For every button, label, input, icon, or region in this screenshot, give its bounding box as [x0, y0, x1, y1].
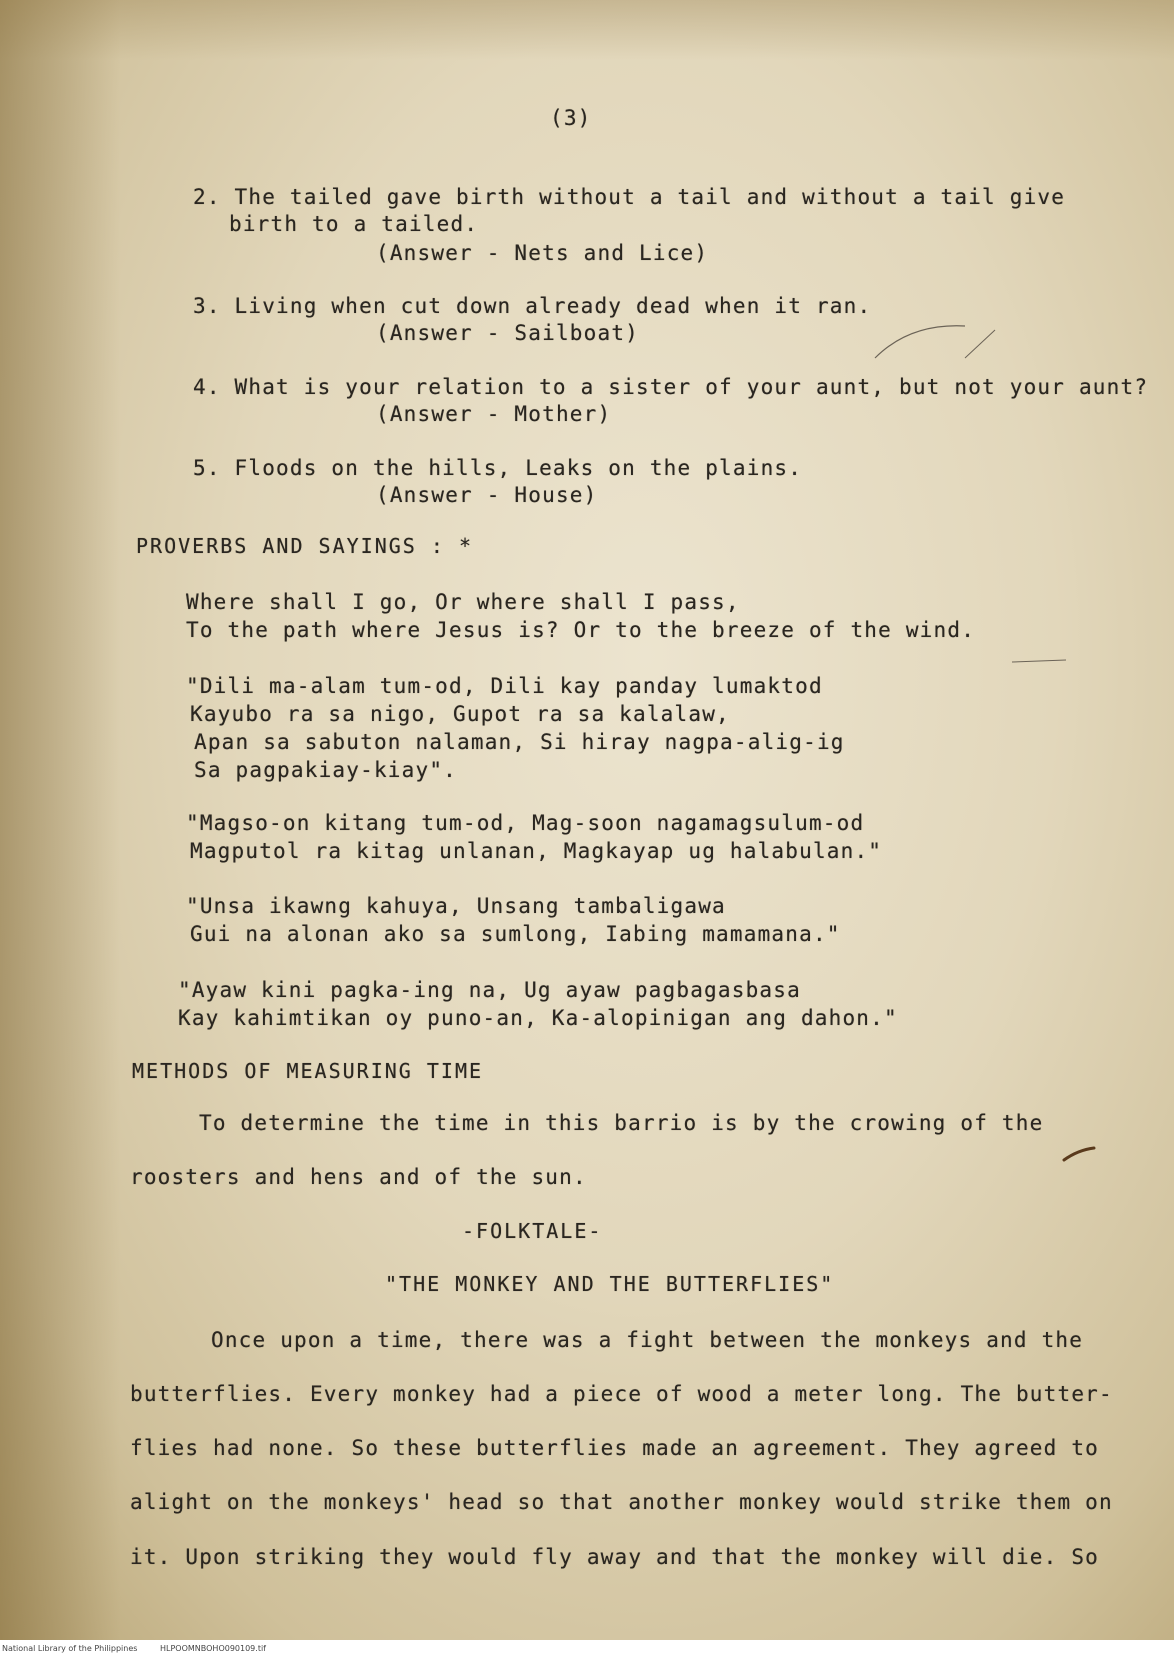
- proverb-2-line-1: "Dili ma-alam tum-od, Dili kay panday lumaktod: [186, 674, 823, 698]
- proverb-5-line-1: "Ayaw kini pagka-ing na, Ug ayaw pagbagasbasa: [178, 978, 801, 1002]
- proverb-3-line-2: Magputol ra kitag unlanan, Magkayap ug halabulan.": [190, 839, 883, 863]
- riddle-2-line-1: 2. The tailed gave birth without a tail and without a tail give: [193, 185, 1066, 209]
- riddle-4-line-1: 4. What is your relation to a sister of your aunt, but not your aunt?: [193, 375, 1149, 399]
- riddle-3-line-1: 3. Living when cut down already dead when it ran.: [193, 294, 872, 318]
- riddle-2-line-2: birth to a tailed.: [229, 212, 479, 236]
- ink-blot: [1060, 1140, 1100, 1170]
- riddle-2-answer: (Answer - Nets and Lice): [376, 241, 709, 265]
- footer-file: HLPOOMNBOHO090109.tif: [160, 1644, 266, 1653]
- proverb-2-line-4: Sa pagpakiay-kiay".: [194, 758, 458, 782]
- proverb-2-line-3: Apan sa sabuton nalaman, Si hiray nagpa-alig-ig: [194, 730, 845, 754]
- riddle-5-line-1: 5. Floods on the hills, Leaks on the plains.: [193, 456, 803, 480]
- footer-library: National Library of the Philippines: [2, 1644, 138, 1653]
- riddle-4-answer: (Answer - Mother): [376, 402, 612, 426]
- proverb-4-line-2: Gui na alonan ako sa sumlong, Iabing mamamana.": [190, 922, 841, 946]
- proverb-5-line-2: Kay kahimtikan oy puno-an, Ka-alopinigan ang dahon.": [178, 1006, 898, 1030]
- page-number: (3): [550, 106, 592, 130]
- proverb-1-line-2: To the path where Jesus is? Or to the breeze of the wind.: [186, 618, 976, 642]
- riddle-5-answer: (Answer - House): [376, 483, 598, 507]
- folktale-line-5: it. Upon striking they would fly away and that the monkey will die. So: [130, 1545, 1100, 1569]
- proverb-1-line-1: Where shall I go, Or where shall I pass,: [186, 590, 740, 614]
- folktale-line-1: Once upon a time, there was a fight between the monkeys and the: [211, 1328, 1084, 1352]
- pencil-dash: [1010, 650, 1070, 670]
- folktale-line-2: butterflies. Every monkey had a piece of wood a meter long. The butter-: [130, 1382, 1113, 1406]
- riddle-3-answer: (Answer - Sailboat): [376, 321, 640, 345]
- time-text-line-1: To determine the time in this barrio is by the crowing of the: [199, 1111, 1044, 1135]
- folktale-line-3: flies had none. So these butterflies made an agreement. They agreed to: [130, 1436, 1100, 1460]
- pencil-mark: [870, 318, 1000, 378]
- proverb-2-line-2: Kayubo ra sa nigo, Gupot ra sa kalalaw,: [190, 702, 730, 726]
- folktale-line-4: alight on the monkeys' head so that another monkey would strike them on: [130, 1490, 1113, 1514]
- folktale-heading: -FOLKTALE-: [462, 1219, 603, 1243]
- time-heading: METHODS OF MEASURING TIME: [132, 1059, 484, 1083]
- proverb-3-line-1: "Magso-on kitang tum-od, Mag-soon nagamagsulum-od: [186, 811, 865, 835]
- folktale-title: "THE MONKEY AND THE BUTTERFLIES": [385, 1272, 835, 1296]
- proverb-4-line-1: "Unsa ikawng kahuya, Unsang tambaligawa: [186, 894, 726, 918]
- scan-footer: [0, 1640, 1174, 1658]
- proverbs-heading: PROVERBS AND SAYINGS : *: [136, 534, 473, 558]
- time-text-line-2: roosters and hens and of the sun.: [130, 1165, 587, 1189]
